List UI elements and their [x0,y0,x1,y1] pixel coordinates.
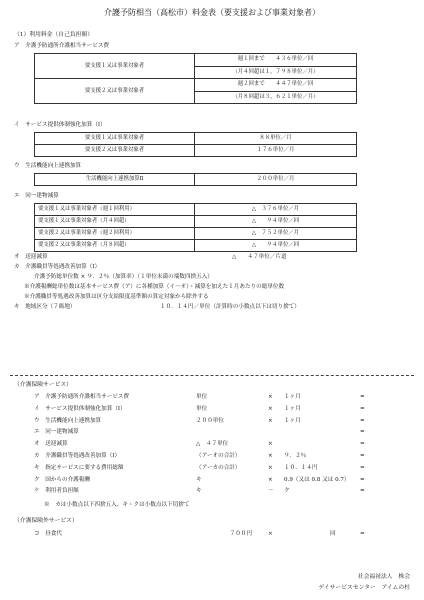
calc-row-operand: 単位 [196,394,208,400]
table-a [34,53,357,104]
calc-row-label: ク 国からの介護報酬 [34,476,90,483]
row-name: 要支援２又は事業対象者（月８回超） [35,240,195,252]
calc-row-label: エ 同一建物減算 [34,429,79,436]
calc-row-operator: × [268,405,273,412]
lunch-label: コ 昼食代 [34,531,62,537]
table-row [35,228,357,240]
footer-center: デイサービスセンター アイムの杜 [318,585,410,591]
item-ka-note-1: ※介護報酬総単位数は基本サービス費（ア）に各種加算（イ～オ）・減算を加えた１月あたりの総単位数 [24,284,285,290]
footer-corporation: 社会福祉法人 株会 [357,574,410,580]
item-o-value: △ ４７単位／片道 [232,254,287,260]
item-a-label: ア 介護予防通所介護相当サービス費 [14,43,110,49]
calc-row-label: ケ 利用者負担額 [34,488,79,495]
calc-row-factor: 0.9（又は 0.8 又は 0.7） [284,476,350,483]
row-value: △ ９４単位／回 [195,240,357,252]
row-value: 週２回まで ４４７単位／回 [195,79,357,92]
page-title: 介護予防相当（高松市）料金表（要支援および事業対象者） [104,8,320,17]
calc-row-operator: × [268,453,273,459]
item-ka-label: カ 介護職員等処遇改善加算（Ⅰ） [14,264,101,270]
item-ki-label: キ 地域区分（７級地） [14,304,76,310]
calc-row-equals: = [360,394,365,400]
calc-row-operand: （アーカの合計） [196,464,241,471]
calc-row-label: キ 指定サービスに要する費用総額 [34,464,124,471]
item-ka-formula: 介護予防総単位数 × ９．２％（加算率）（１単位未満の端数四捨五入） [34,274,213,280]
table-row [35,240,357,252]
row-value: ２００単位／月 [195,174,357,186]
calc-row-equals: = [360,476,365,483]
table-u [34,173,357,186]
row-value: 週１回まで ４３６単位／回 [195,54,357,67]
row-value-note: （月４回超は１，７９８単位／月） [195,66,357,79]
item-o-label: オ 送迎減算 [14,254,48,260]
table-row [35,133,357,145]
calc-row-factor: １ヶ月 [284,394,301,400]
calc-row-operand: 単位 [196,405,208,412]
row-value-note: （月８回超は３，６２１単位／月） [195,91,357,104]
table-row [35,54,357,67]
calc-row-operand: △ ４７単位 [196,441,229,448]
calc-row-equals: = [360,441,365,448]
item-ka-note-2: ※介護職員等処遇改善加算は区分支給限度基準額の算定対象から除外する [24,294,209,300]
table-row [35,204,357,216]
calc-row-equals: = [360,405,365,412]
table-e [34,203,357,252]
section-heading-insurance: （介護保険サービス） [14,382,72,388]
row-name: 要支援１又は事業対象者 [35,133,195,145]
calc-row-factor: １ヶ月 [284,417,301,424]
dashed-divider [10,375,414,376]
table-row [35,145,357,157]
calc-row-equals: = [360,453,365,459]
calc-row-equals: = [360,464,365,471]
calc-row-operator: － [268,488,274,495]
row-name: 生活機能向上連携加算Ⅱ [35,174,195,186]
calc-row-label: ウ 生活機能向上連携加算 [34,417,102,424]
calc-row-operator: × [268,417,273,424]
lunch-op: × [268,531,273,537]
calc-row-label: ア 介護予防通所介護相当サービス費 [34,394,130,400]
table-row [35,174,357,186]
insurance-note: ※ カは小数点以下四捨五入、キ・クは小数点以下切捨て [44,502,190,508]
calc-row-operand: （アーオの合計） [196,453,241,459]
row-value: １７６単位／月 [195,145,357,157]
row-name: 要支援１又は事業対象者（週１回利用） [35,204,195,216]
section-heading-fees: （1）利用料金（自己負担額） [14,32,94,38]
calc-row-label: イ サービス提供体制強化加算（Ⅰ） [34,405,126,412]
row-name: 要支援２又は事業対象者（週２回利用） [35,228,195,240]
lunch-eq: = [360,531,365,537]
item-u-label: ウ 生活機能向上連携加算 [14,163,82,169]
calc-row-factor: ク [284,488,290,495]
calc-row-factor: ９．２％ [284,453,307,459]
item-i-label: イ サービス提供体制強化加算（Ⅰ） [14,122,106,128]
section-heading-non-insurance: （介護保険外サービス） [14,518,78,524]
calc-row-equals: = [360,429,365,436]
table-i [34,132,357,157]
calc-row-equals: = [360,417,365,424]
row-name: 要支援１又は事業対象者（月４回超） [35,216,195,228]
calc-row-label: カ 介護職員等処遇改善加算（Ⅰ） [34,453,121,459]
row-value: △ ７５２単位／月 [195,228,357,240]
calc-row-factor: １ヶ月 [284,405,301,412]
lunch-price: ７００円 [229,531,252,537]
table-row [35,79,357,92]
row-value: ８８単位／月 [195,133,357,145]
item-ki-value: １０．１４円／単位（計算時の小数点以下は切り捨て） [160,304,300,310]
calc-row-operator: × [268,394,273,400]
calc-row-operand: キ [196,476,202,483]
row-name: 要支援２又は事業対象者 [35,79,195,104]
calc-row-operator: × [268,464,273,471]
row-name: 要支援２又は事業対象者 [35,145,195,157]
calc-row-operator: × [268,476,273,483]
row-value: △ ９４単位／回 [195,216,357,228]
calc-row-label: オ 送迎減算 [34,441,68,448]
lunch-unit: 回 [330,531,336,537]
row-value: △ ３７６単位／月 [195,204,357,216]
table-row [35,216,357,228]
calc-row-operand: キ [196,488,202,495]
calc-row-factor: １０．１４円 [284,464,318,471]
calc-row-equals: = [360,488,365,495]
item-e-label: エ 同一建物減算 [14,193,59,199]
calc-row-operator: × [268,441,273,448]
row-name: 要支援１又は事業対象者 [35,54,195,79]
calc-row-operand: ２００単位 [196,417,224,424]
